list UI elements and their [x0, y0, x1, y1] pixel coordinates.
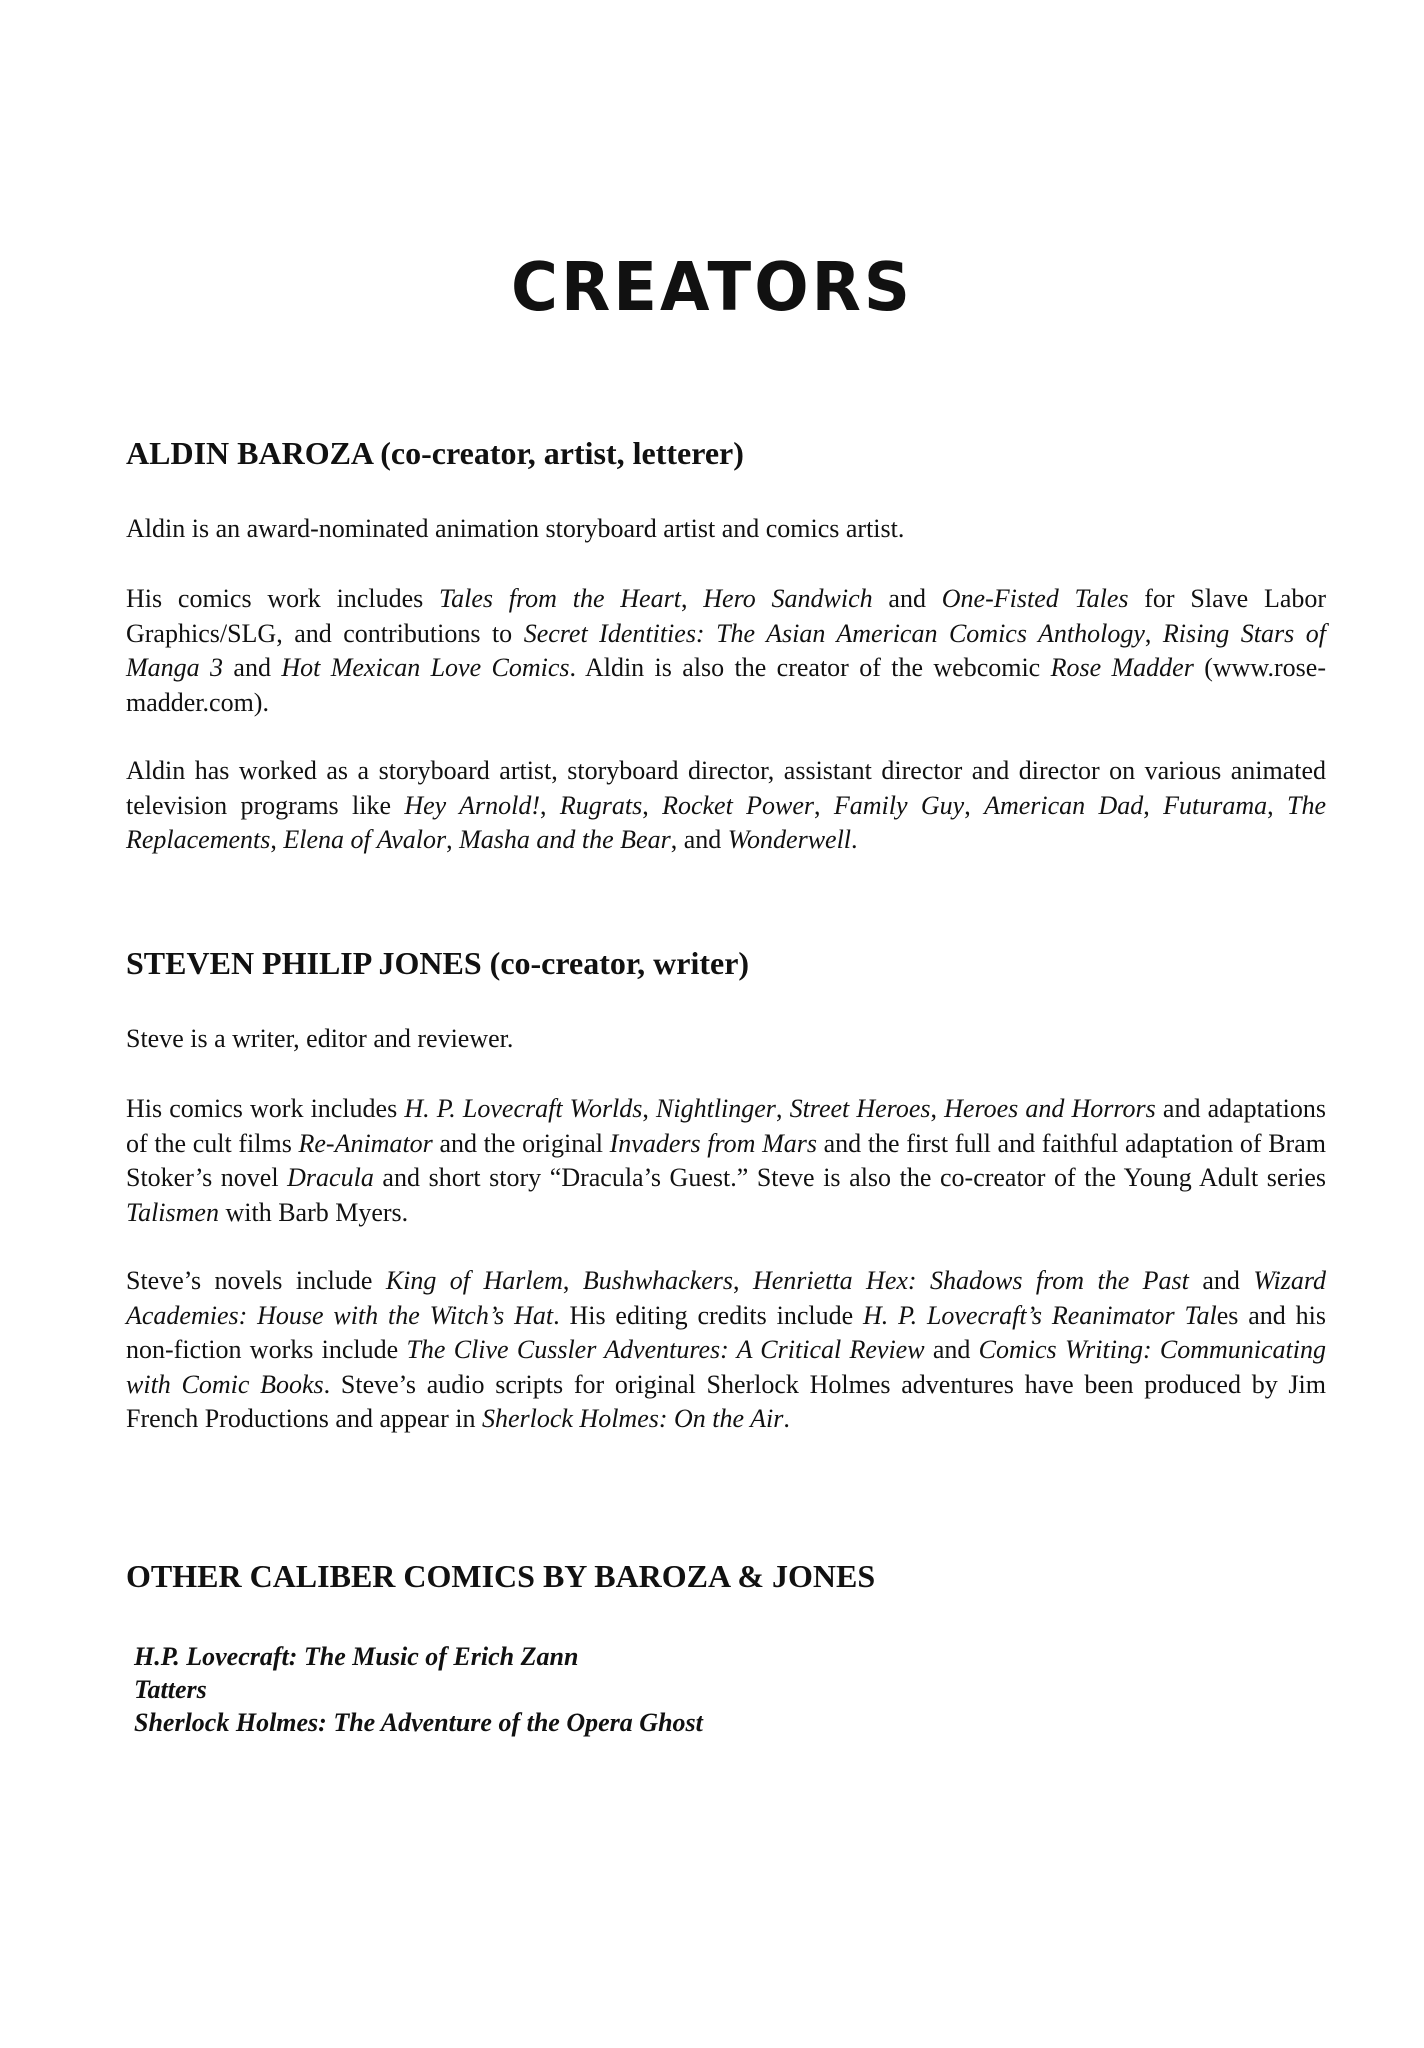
- creator-section-jones: [126, 943, 1326, 983]
- creator-intro: Aldin is an award-nominated animation storyboard artist and comics artist.: [126, 514, 905, 543]
- other-comics-section: [126, 1556, 1326, 1596]
- creator-paragraph: His comics work includes Tales from the Heart, Hero Sandwich and One-Fisted Tales for Slave Labor Graphics/SLG, and contributions to Secret Identities: The Asian American Comics Anthology, Rising Stars of Manga 3 and Hot Mexican Love Comics. Aldin is also the creator of the webcomic Rose Madder (www.rose-madder.com).: [126, 584, 1327, 717]
- creator-paragraph: His comics work includes H. P. Lovecraft Worlds, Nightlinger, Street Heroes, Heroes and Horrors and adaptations of the cult films Re-Animator and the original Invaders from Mars and the first full and faithful adaptation of Bram Stoker’s novel Dracula and short story “Dracula’s Guest.” Steve is also the co-creator of the Young Adult series Talismen with Barb Myers.: [126, 1094, 1326, 1227]
- section-heading: ALDIN BAROZA (co-creator, artist, letterer): [126, 435, 744, 471]
- list-item: H.P. Lovecraft: The Music of Erich Zann: [134, 1642, 579, 1671]
- page-title: CREATORS: [511, 249, 913, 327]
- other-comics-list: [134, 1640, 1034, 1739]
- creator-intro: Steve is a writer, editor and reviewer.: [126, 1024, 514, 1053]
- section-heading: OTHER CALIBER COMICS BY BAROZA & JONES: [126, 1558, 876, 1594]
- creator-section-baroza: [126, 433, 1326, 473]
- section-heading: STEVEN PHILIP JONES (co-creator, writer): [126, 945, 750, 981]
- list-item: Sherlock Holmes: The Adventure of the Opera Ghost: [134, 1708, 703, 1737]
- creator-paragraph: Steve’s novels include King of Harlem, Bushwhackers, Henrietta Hex: Shadows from the Past and Wizard Academies: House with the Witch’s Hat. His editing credits include H. P. Lovecraft’s Reanimator Tales and his non-fiction works include The Clive Cussler Adventures: A Critical Review and Comics Writing: Communicating with Comic Books. Steve’s audio scripts for original Sherlock Holmes adventures have been produced by Jim French Productions and appear in Sherlock Holmes: On the Air.: [126, 1266, 1327, 1433]
- creator-paragraph: Aldin has worked as a storyboard artist, storyboard director, assistant director and director on various animated television programs like Hey Arnold!, Rugrats, Rocket Power, Family Guy, American Dad, Futurama, The Replacements, Elena of Avalor, Masha and the Bear, and Wonderwell.: [126, 756, 1327, 854]
- list-item: Tatters: [134, 1675, 207, 1704]
